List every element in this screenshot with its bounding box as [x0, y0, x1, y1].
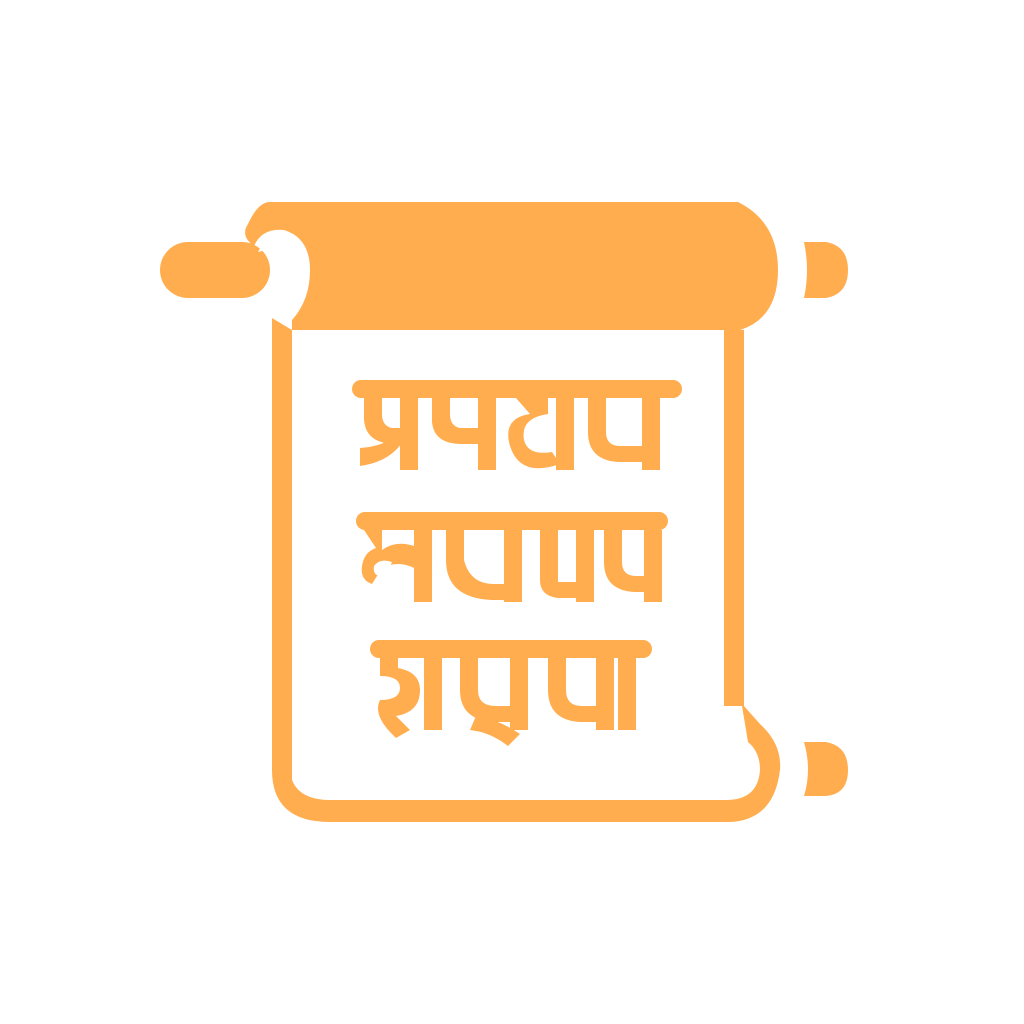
- top-left-handle: [160, 242, 270, 298]
- script-line-1: [352, 380, 682, 470]
- top-roller: [245, 202, 778, 330]
- top-right-handle: [804, 242, 848, 298]
- bottom-right-handle: [804, 742, 848, 796]
- script-line-3: [370, 640, 652, 746]
- script-line-2: [356, 512, 668, 602]
